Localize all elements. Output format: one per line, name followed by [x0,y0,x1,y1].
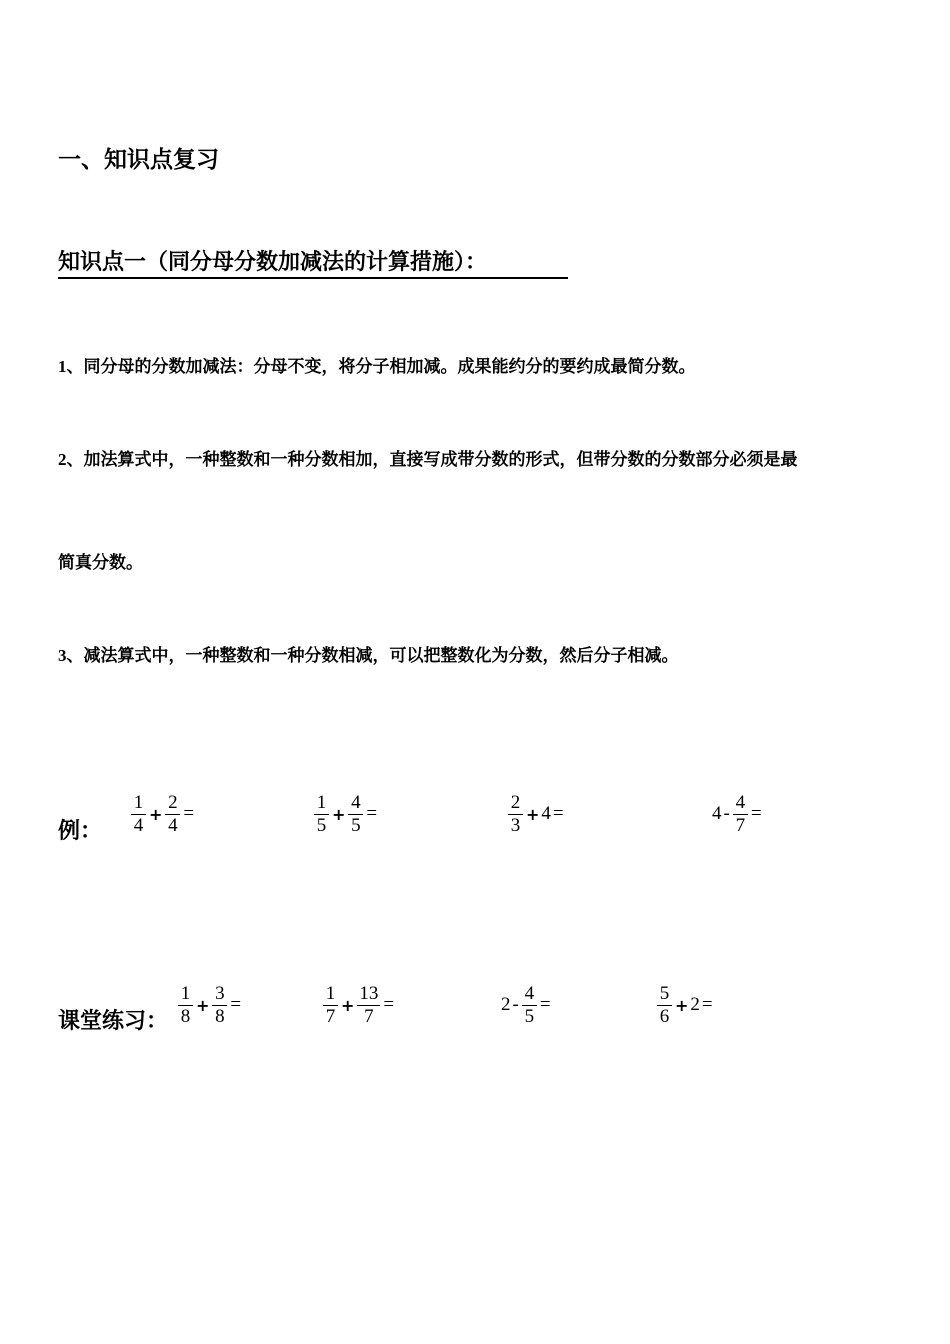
denominator: 4 [133,814,144,836]
denominator: 5 [316,814,327,836]
fraction [657,983,672,1028]
rule-text: 、减法算式中，一种整数和一种分数相减，可以把整数化为分数，然后分子相减。 [66,646,679,666]
rule-3 [58,641,679,666]
rule-number: 2 [58,450,67,469]
equals-sign: = [183,803,195,824]
plus-sign: + [341,995,355,1015]
denominator: 8 [180,1005,191,1027]
fraction [733,792,748,837]
numerator: 13 [359,982,379,1004]
fraction [348,792,363,837]
fraction [522,983,537,1028]
whole-number: 4 [541,803,551,824]
practice-expression-4 [656,979,715,1031]
fraction [357,983,380,1028]
rule-text: 简真分数。 [58,553,143,573]
numerator: 4 [733,792,748,815]
examples-label: 例： [58,819,103,844]
knowledge-point-title: 知识点一（同分母分数加减法的计算措施）： [58,245,568,279]
plus-sign: + [149,804,163,824]
denominator: 6 [659,1005,670,1027]
rule-2-continued [58,548,143,573]
numerator: 1 [131,792,146,815]
fraction [212,983,227,1028]
fraction [165,792,180,837]
plus-sign: + [675,995,689,1015]
equals-sign: = [750,803,762,824]
equals-sign: = [366,803,378,824]
practice-expression-1 [177,979,243,1031]
fraction [323,983,338,1028]
section-title: 一、知识点复习 [58,147,219,173]
numerator: 5 [657,983,672,1006]
numerator: 1 [323,983,338,1006]
practice-label: 课堂练习： [58,1009,169,1034]
example-expression-1 [130,788,196,840]
numerator: 4 [522,983,537,1006]
numerator: 2 [165,792,180,815]
minus-sign: - [512,994,519,1015]
plus-sign: + [526,804,540,824]
denominator: 8 [215,1005,225,1027]
rule-1 [58,352,696,377]
example-expression-3 [507,788,566,840]
numerator: 4 [348,792,363,815]
rule-number: 1 [58,357,67,376]
equals-sign: = [230,994,242,1015]
numerator: 1 [314,792,329,815]
fraction [131,792,146,837]
denominator: 5 [524,1005,535,1027]
equals-sign: = [383,994,395,1015]
practice-expression-3 [501,979,553,1031]
whole-number: 2 [690,994,700,1015]
denominator: 3 [510,814,521,836]
rule-text: 、加法算式中，一种整数和一种分数相加，直接写成带分数的形式，但带分数的分数部分必须是最 [66,450,798,470]
fraction [508,792,523,837]
equals-sign: = [539,994,551,1015]
plus-sign: + [332,804,346,824]
denominator: 7 [364,1005,374,1027]
example-expression-2 [313,788,379,840]
rule-text: 、同分母的分数加减法：分母不变，将分子相加减。成果能约分的要约成最简分数。 [66,357,696,377]
numerator: 3 [212,983,227,1006]
fraction [178,983,193,1028]
rule-number: 3 [58,646,67,665]
denominator: 7 [735,814,746,836]
minus-sign: - [723,803,730,824]
equals-sign: = [552,803,564,824]
whole-number: 4 [712,803,722,824]
denominator: 5 [351,814,361,836]
whole-number: 2 [501,994,511,1015]
denominator: 4 [168,814,178,836]
rule-2 [58,445,798,470]
fraction [314,792,329,837]
plus-sign: + [196,995,210,1015]
numerator: 2 [508,792,523,815]
equals-sign: = [701,994,713,1015]
practice-expression-2 [322,979,396,1031]
denominator: 7 [325,1005,336,1027]
numerator: 1 [178,983,193,1006]
example-expression-4 [712,788,764,840]
